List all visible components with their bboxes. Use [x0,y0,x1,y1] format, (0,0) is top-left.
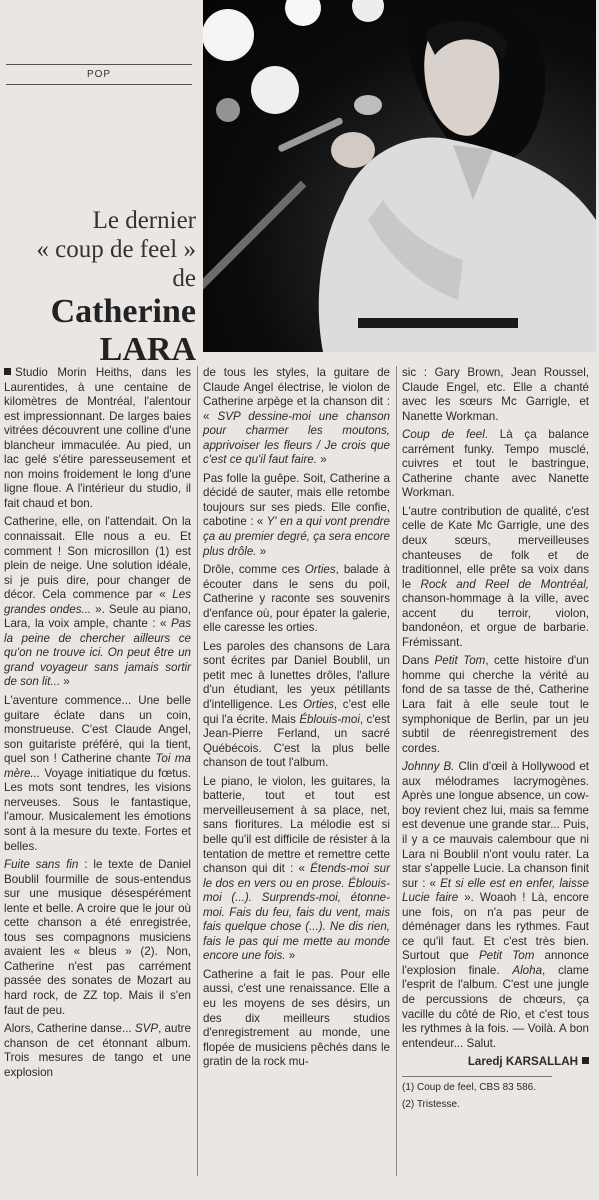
article-column-1 [4,366,191,1084]
singer-illustration [203,0,596,352]
paragraph: Le piano, le violon, les guitares, la batterie, tout et tout est merveilleusement à sa place, net, sans fioritures. La mélodie est si belle qu'il est difficile de résister à la tentation de mettre et remettre cette chanson qui dit : « Étends-moi sur le dos en vers ou en prose. Éblouis-moi (...). Surprends-moi, étonne-moi. Fais du feu, fais du vent, mais fais quelque chose (...). Ne dis rien, fais le pas qui me mette au monde encore une fois. » [203,774,390,963]
bullet-square-icon [582,1057,589,1064]
column-divider [197,366,198,1176]
paragraph: Les paroles des chansons de Lara sont écrites par Daniel Boublil, un petit mec à lunettes drôles, l'allure d'un étudiant, les yeux pétillants d'intelligence. Les Orties, c'est elle qui l'a écrite. Mais Éblouis-moi, c'est Jean-Pierre Ferland, un sacré Québécois. C'est la plus belle chanson de tout l'album. [203,639,391,770]
paragraph: Dans Petit Tom, cette histoire d'un homme qui cherche la vérité au fond de sa tasse de thé, Catherine Lara fait à elle seule tout le symphonique de Berlin, par un jeu subtil de réenregistrement des cordes. [402,654,590,755]
paragraph: Catherine a fait le pas. Pour elle aussi, c'est une renaissance. Elle a eu les moyens de ses désirs, un des dix meilleurs studios d'enregistrement au monde, une flopée de musiciens pêchés dans le gratin de la rock mu- [203,967,390,1069]
paragraph: Coup de feel. Là ça balance carrément funky. Tempo musclé, cuivres et tout le bastringue, Catherine chante avec Nanette Workman. [402,428,589,500]
article-title [6,206,196,369]
paragraph: Johnny B. Clin d'œil à Hollywood et aux mélodrames lacrymogènes. Après une longue absence, un cow-boy revient chez lui, mais sa femme est devenue une grande star... Puis, il y a ce mauvais calembour que ni Lara ni Boublil n'ont voulu rater. La star s'appelle Lucie. La chanson finit sur : « Et si elle est en enfer, laisse Lucie faire ». Woaoh ! Là, encore une fois, on n'a pas peur de déménager dans les rythmes. Faut ce qu'il faut. Et c'est très bien. Surtout que Petit Tom annonce l'explosion finale. Aloha, clame l'esprit de l'album. C'est une jungle de percussions de chœurs, ça vacille du côté de Rio, et c'est tous les rythmes à la fois. — Voilà. A bon entendeur... Salut. [402,760,590,1050]
paragraph: Fuite sans fin : le texte de Daniel Boublil fourmille de sous-entendus sur une musique désespérément lente et belle. A croire que le jour où cette chanson a été enregistrée, tous ses compagnons musiciens avaient les « bleus » (2). Non, Catherine n'est pas carrément passée des sonates de Mozart au hard rock, de ZZ top. Mais il s'en faut de peu. [4,858,192,1017]
title-name-first: Catherine [50,293,196,330]
paragraph: Drôle, comme ces Orties, balade à écouter dans le sens du poil, Catherine y raconte ses souvenirs d'enfance où, pour épater la galerie, elle caresse les orties. [203,563,390,635]
paragraph: L'aventure commence... Une belle guitare éclate dans un coin, monstrueuse. C'est Claude Angel, son guitariste préféré, qui la tient, quel son ! Catherine chante Toi ma mère... Voyage initiatique du fœtus. Les mots sont tendres, les visions nerveuses. Sous le fantastique, l'amour. Musicalement les émotions sont à la mesure du texte. Fortes et belles. [4,694,191,853]
column-divider [396,366,397,1176]
title-line-2: « coup de feel » [36,236,196,263]
paragraph: de tous les styles, la guitare de Claude Angel électrise, le violon de Catherine arpège et la chanson dit : « SVP dessine-moi une chanson pour charmer les moutons, apprivoiser les fleurs / Je crois que c'est ce qu'il faut faire. » [203,366,390,467]
concert-photo [203,0,596,352]
paragraph: Catherine, elle, on l'attendait. On la connaissait. Elle nous a eu. Et comment ! Son microsillon (1) est plein de neige. Une solution idéale, si je puis dire, pour changer de décor. Cela commence par « Les grandes ondes... ». Seule au piano, Lara, la voix ample, chante : « Pas la peine de chercher ailleurs ce qu'on ne trouve ici. On peut être un grand voyageur sans jamais sortir de son lit... » [4,515,191,689]
title-line-3: de [172,265,196,292]
footnote: (1) Coup de feel, CBS 83 586. [402,1081,536,1093]
footnote-rule [402,1076,552,1077]
article-column-3 [402,366,589,1115]
title-line-1: Le dernier [92,207,196,234]
paragraph: Studio Morin Heiths, dans les Laurentides, à une centaine de kilomètres de Montréal, l'alentour est impressionnant. De larges baies vitrées découvrent une colline d'une blancheur immaculée. Au pied, un lac gelé s'étire paresseusement et non moins froidement le long d'une ligne floue. A l'intérieur du studio, il fait chaud et bon. [4,366,191,510]
section-rubric: POP [86,69,112,80]
title-name-last: LARA [99,331,196,368]
paragraph: Alors, Catherine danse... SVP, autre chanson de cet étonnant album. Trois mesures de tango et une explosion [4,1022,191,1079]
article-column-2 [203,366,390,1074]
author-signature: Laredj KARSALLAH [402,1055,589,1070]
bullet-square-icon [4,368,11,375]
paragraph: Pas folle la guêpe. Soit, Catherine a décidé de sauter, mais elle retombe toujours sur ses pieds. Elle confie, cabotine : « Y' en a qui vont prendre ça au premier degré, ça sera encore plus drôle. » [203,471,390,558]
footnote: (2) Tristesse. [402,1098,460,1110]
rubric-rule-bottom [6,84,192,85]
paragraph: L'autre contribution de qualité, c'est celle de Kate Mc Garrigle, une des deux sœurs, merveilleuses chanteuses de folk et de traditionnel, elle prête sa voix dans le Rock and Reel de Montréal, chanson-hommage à la ville, avec accent du terroir, violon, bandonéon, et orgue de barbarie. Frémissant. [402,504,589,649]
rubric-rule-top [6,64,192,65]
paragraph: sic : Gary Brown, Jean Roussel, Claude Engel, etc. Elle a chanté avec les sœurs Mc Garrigle, et Nanette Workman. [402,366,589,423]
